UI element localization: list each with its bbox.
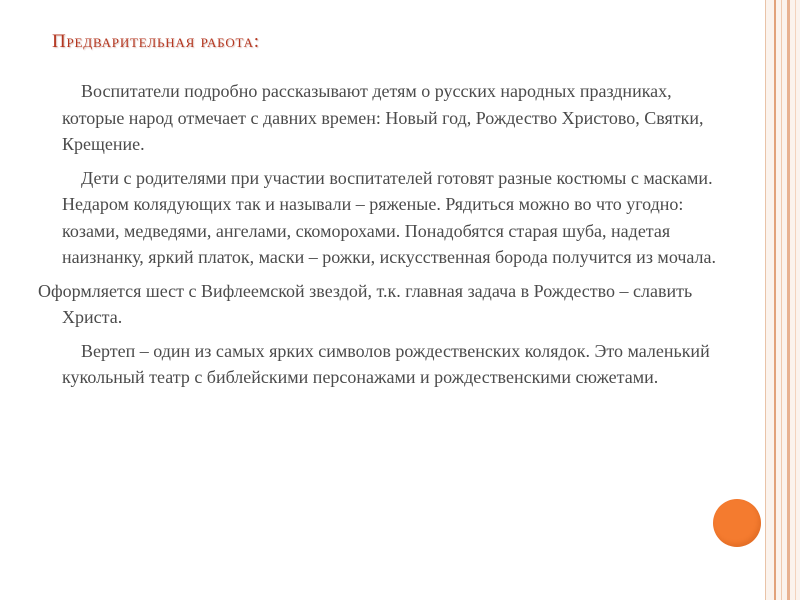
band-stripe bbox=[795, 0, 796, 600]
slide-body bbox=[0, 78, 760, 398]
band-stripe bbox=[774, 0, 776, 600]
decorative-orange-circle bbox=[713, 499, 761, 547]
paragraph-vertep: Вертеп – один из самых ярких символов рождественских колядок. Это маленький кукольный театр с библейскими персонажами и рождественскими сюжетами. bbox=[62, 340, 710, 387]
paragraph-holidays: Воспитатели подробно рассказывают детям о русских народных праздниках, которые народ отмечает с давних времен: Новый год, Рождество Христово, Святки, Крещение. bbox=[62, 81, 704, 154]
paragraph-costumes: Дети с родителями при участии воспитателей готовят разные костюмы с масками. Недаром колядующих так и называли – ряженые. Рядиться можно во что угодно: козами, медведями, ангелами, скоморохами. Понадобятся старая шуба, надетая наизнанку, яркий платок, маски – рожки, искусственная борода получится из мочала. bbox=[62, 167, 717, 267]
band-stripe bbox=[787, 0, 790, 600]
band-stripe bbox=[781, 0, 782, 600]
decorative-side-band bbox=[765, 0, 800, 600]
slide-title: Предварительная работа: bbox=[52, 31, 260, 52]
paragraph-star-pole: Оформляется шест с Вифлеемской звездой, т.к. главная задача в Рождество – славить Христа. bbox=[38, 280, 693, 327]
